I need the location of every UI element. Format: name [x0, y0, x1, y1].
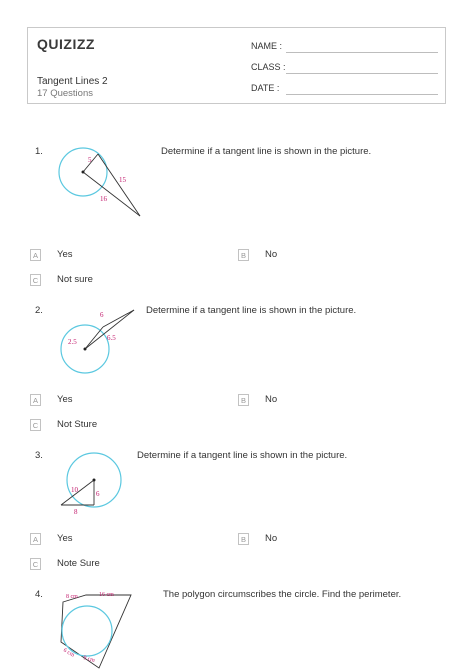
question-4-figure: [55, 587, 140, 670]
question-2-number: 2.: [35, 305, 43, 316]
date-label: DATE :: [251, 83, 280, 93]
class-field[interactable]: [286, 73, 438, 74]
option-letter: B: [238, 533, 249, 545]
quizizz-logo: QUIZIZZ: [37, 36, 95, 52]
center-point: [82, 171, 85, 174]
option-label: No: [265, 533, 278, 544]
measure-label: 16: [100, 195, 107, 203]
circle-shape: [62, 606, 112, 656]
measure-label: 6.5: [107, 334, 116, 342]
option-label: Note Sure: [57, 558, 100, 569]
option-label: Yes: [57, 533, 73, 544]
option-letter: B: [238, 249, 249, 261]
measure-label: 10: [71, 486, 78, 494]
option-letter: A: [30, 394, 41, 406]
measure-label: 8 cm: [66, 594, 78, 600]
name-label: NAME :: [251, 41, 283, 51]
radius-line: [85, 327, 103, 349]
question-4-text: The polygon circumscribes the circle. Find the perimeter.: [163, 589, 402, 600]
option-label: Yes: [57, 394, 73, 405]
question-2-figure: [55, 303, 140, 378]
option-label: No: [265, 394, 278, 405]
option-label: No: [265, 249, 278, 260]
measure-label: 9 cm: [82, 655, 96, 664]
center-point: [84, 348, 87, 351]
date-field[interactable]: [286, 94, 438, 95]
option-letter: B: [238, 394, 249, 406]
question-1-number: 1.: [35, 146, 43, 157]
worksheet-header: [27, 27, 446, 104]
tangent-line: [98, 154, 140, 216]
measure-label: 2.5: [68, 338, 77, 346]
measure-label: 6: [96, 490, 100, 498]
question-4-number: 4.: [35, 589, 43, 600]
question-1-figure: [52, 145, 147, 225]
option-label: Not sure: [57, 274, 93, 285]
class-label: CLASS :: [251, 62, 286, 72]
question-count: 17 Questions: [37, 88, 93, 99]
option-letter: A: [30, 249, 41, 261]
measure-label: 16 cm: [99, 592, 114, 598]
worksheet-title: Tangent Lines 2: [37, 76, 108, 87]
question-1-text: Determine if a tangent line is shown in the picture.: [161, 146, 372, 157]
option-letter: C: [30, 274, 41, 286]
option-label: Not Sture: [57, 419, 98, 430]
measure-label: 15: [119, 176, 126, 184]
measure-label: 8: [74, 508, 78, 516]
option-letter: A: [30, 533, 41, 545]
option-label: Yes: [57, 249, 73, 260]
measure-label: 6: [100, 311, 104, 319]
measure-label: 6 cm: [62, 647, 76, 659]
question-3-number: 3.: [35, 450, 43, 461]
question-3-figure: [55, 448, 127, 518]
question-3-text: Determine if a tangent line is shown in the picture.: [137, 450, 348, 461]
tangent-line: [103, 310, 134, 327]
name-field[interactable]: [286, 52, 438, 53]
question-2-text: Determine if a tangent line is shown in the picture.: [146, 305, 357, 316]
secant-line: [85, 310, 134, 349]
measure-label: 5: [88, 156, 92, 164]
center-point: [93, 479, 96, 482]
option-letter: C: [30, 419, 41, 431]
option-letter: C: [30, 558, 41, 570]
